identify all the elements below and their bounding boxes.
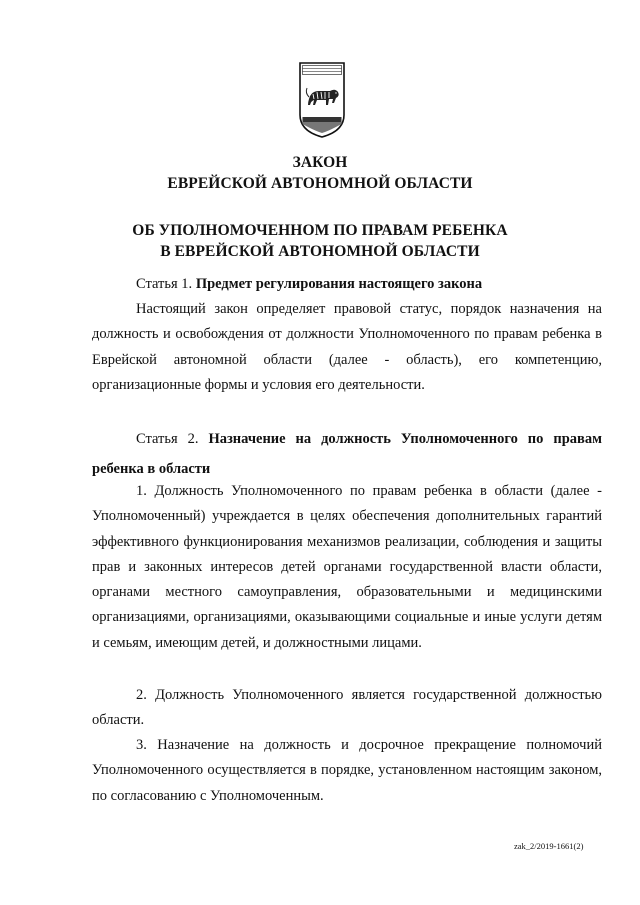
article-2-paragraph-3: 3. Назначение на должность и досрочное прекращение полномочий Уполномоченного осуществляется в порядке, установленном настоящим законом, по согласованию с Уполномоченным. (92, 737, 602, 804)
article-2-paragraph-1: 1. Должность Уполномоченного по правам ребенка в области (далее - Уполномоченный) учреждается в целях обеспечения дополнительных гарантий эффективного функционирования механизмов реализации, соблюдения и защиты прав и законных интересов детей органами государственной власти области, органами местного самоуправления, образовательными и медицинскими организациями, организациями, оказывающими социальные и иные услуги детям и семьям, имеющим детей, и должностными лицами. (92, 483, 602, 651)
law-title-line2: ЕВРЕЙСКОЙ АВТОНОМНОЙ ОБЛАСТИ (167, 175, 473, 192)
article-1-paragraph-1: Настоящий закон определяет правовой статус, порядок назначения на должность и освобождения от должности Уполномоченного по правам ребенка в Еврейской автономной области (далее - область), его компетенцию, организационные формы и условия его деятельности. (92, 301, 602, 393)
law-subject-line1: ОБ УПОЛНОМОЧЕННОМ ПО ПРАВАМ РЕБЕНКА (132, 222, 508, 239)
law-title-line1: ЗАКОН (292, 154, 348, 171)
article-2-prefix: Статья 2. (136, 431, 209, 447)
document-code: zak_2/2019-1661(2) (514, 841, 584, 851)
article-1-title (92, 269, 602, 299)
article-2-title (92, 424, 602, 484)
coat-of-arms-tiger-icon (299, 57, 345, 139)
law-subject (0, 220, 640, 262)
article-2-paragraph-2: 2. Должность Уполномоченного является государственной должностью области. (92, 687, 602, 729)
law-subject-line2: В ЕВРЕЙСКОЙ АВТОНОМНОЙ ОБЛАСТИ (160, 243, 480, 260)
law-title (0, 152, 640, 194)
article-1-prefix: Статья 1. (136, 276, 196, 292)
article-1-heading: Предмет регулирования настоящего закона (195, 276, 483, 292)
article-2-heading: Назначение на должность Уполномоченного по правам ребенка в области (92, 431, 602, 477)
